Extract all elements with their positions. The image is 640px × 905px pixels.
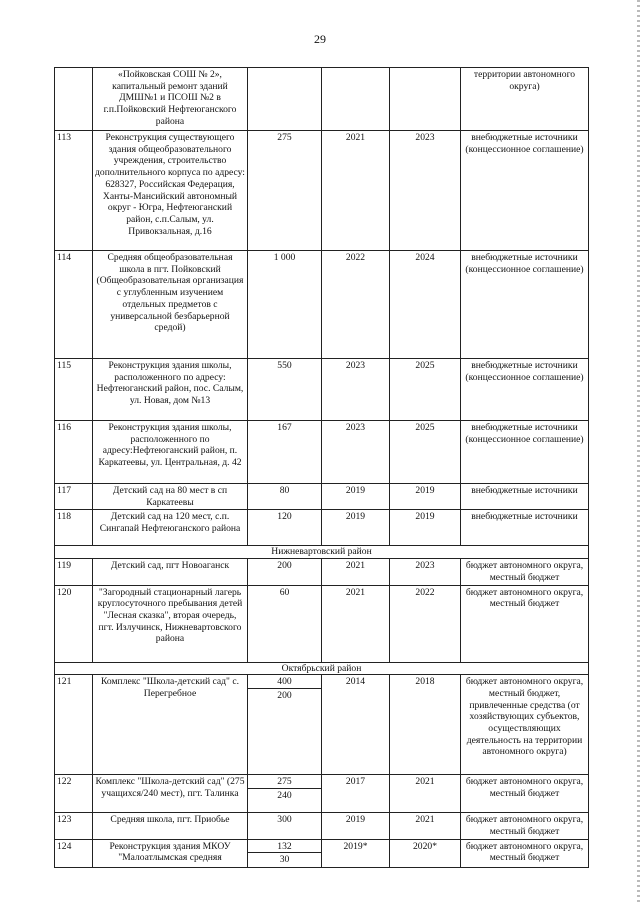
row-number: 119: [55, 559, 93, 585]
end-year: 2020*: [390, 839, 461, 867]
capacity-value: 1 000: [273, 252, 296, 263]
funding-source: бюджет автономного округа, местный бюджет: [461, 775, 589, 813]
facilities-table: [54, 67, 589, 868]
facility-name: «Пойковская СОШ № 2», капитальный ремонт зданий ДМШ№1 и ПСОШ №2 в г.п.Пойковский Нефтеюганского района: [93, 68, 248, 131]
facility-name: Средняя общеобразовательная школа в пгт. Пойковский (Общеобразовательная организация с углубленным изучением отдельных предметов с универсальной безбарьерной средой): [93, 251, 248, 359]
facility-name: "Загородный стационарный лагерь круглосуточного пребывания детей "Лесная сказка", вторая очередь, пгт. Излучинск, Нижневартовского района: [93, 585, 248, 662]
table-row: [55, 510, 589, 546]
end-year: 2023: [390, 559, 461, 585]
region-heading: Нижневартовский район: [55, 546, 589, 559]
region-heading: Октябрьский район: [55, 662, 589, 675]
funding-source: внебюджетные источники (концессионное соглашение): [461, 359, 589, 421]
capacity-cell: [248, 510, 322, 546]
row-number: 117: [55, 484, 93, 510]
capacity-cell: [248, 813, 322, 839]
row-number: 116: [55, 421, 93, 484]
end-year: 2021: [390, 813, 461, 839]
row-number: 121: [55, 675, 93, 775]
facility-name: Реконструкция существующего здания общеобразовательного учреждения, строительство дополнительного корпуса по адресу: 628327, Российская Федерация, Ханты-Мансийский автономный округ - Югра, Нефтеюганский район, с.п.Салым, ул. Привокзальная, д.16: [93, 131, 248, 251]
end-year: 2024: [390, 251, 461, 359]
section-row: [55, 662, 589, 675]
funding-source: бюджет автономного округа, местный бюджет: [461, 839, 589, 867]
facility-name: Реконструкция здания МКОУ "Малоатлымская средняя: [93, 839, 248, 867]
end-year: 2025: [390, 359, 461, 421]
capacity-cell: [248, 775, 322, 813]
funding-source: бюджет автономного округа, местный бюджет: [461, 813, 589, 839]
capacity-value: 167: [277, 422, 292, 433]
table-row: [55, 585, 589, 662]
funding-source: внебюджетные источники (концессионное соглашение): [461, 251, 589, 359]
facility-name: Комплекс "Школа-детский сад" с. Перегребное: [93, 675, 248, 775]
start-year: 2019: [322, 484, 390, 510]
section-row: [55, 546, 589, 559]
funding-source: бюджет автономного округа, местный бюджет, привлеченные средства (от хозяйствующих субъектов, осуществляющих деятельность на территории автономного округа): [461, 675, 589, 775]
capacity-cell: [248, 839, 322, 867]
row-number: 113: [55, 131, 93, 251]
facility-name: Детский сад на 80 мест в сп Каркатеевы: [93, 484, 248, 510]
start-year: 2022: [322, 251, 390, 359]
capacity-value: 132: [277, 840, 292, 852]
row-number: 124: [55, 839, 93, 867]
start-year: 2017: [322, 775, 390, 813]
capacity-value: 120: [277, 511, 292, 523]
table-row: [55, 359, 589, 421]
start-year: [322, 68, 390, 131]
row-number: 115: [55, 359, 93, 421]
capacity-cell: [248, 559, 322, 585]
funding-source: внебюджетные источники: [461, 510, 589, 546]
funding-source: внебюджетные источники (концессионное соглашение): [461, 131, 589, 251]
facility-name: Детский сад на 120 мест, с.п. Сингапай Нефтеюганского района: [93, 510, 248, 546]
capacity-value: 275: [277, 132, 292, 143]
capacity-value: 30: [248, 852, 321, 866]
row-number: 122: [55, 775, 93, 813]
capacity-value: 400: [277, 676, 292, 688]
row-number: 123: [55, 813, 93, 839]
capacity-cell: [248, 484, 322, 510]
start-year: 2019: [322, 510, 390, 546]
start-year: 2019*: [322, 839, 390, 867]
capacity-value: 80: [279, 485, 290, 496]
funding-source: бюджет автономного округа, местный бюджет: [461, 585, 589, 662]
end-year: 2021: [390, 775, 461, 813]
capacity-value: 275: [277, 776, 292, 788]
start-year: 2019: [322, 813, 390, 839]
table-row: [55, 559, 589, 585]
capacity-value: 200: [248, 688, 321, 702]
capacity-cell: [248, 359, 322, 421]
end-year: 2025: [390, 421, 461, 484]
funding-source: внебюджетные источники (концессионное соглашение): [461, 421, 589, 484]
start-year: 2023: [322, 421, 390, 484]
capacity-value: 240: [248, 788, 321, 802]
capacity-cell: [248, 421, 322, 484]
end-year: 2019: [390, 484, 461, 510]
start-year: 2021: [322, 131, 390, 251]
table-row: [55, 484, 589, 510]
end-year: 2023: [390, 131, 461, 251]
table-row: [55, 68, 589, 131]
capacity-cell: [248, 585, 322, 662]
table-row: [55, 675, 589, 775]
row-number: [55, 68, 93, 131]
capacity-cell: [248, 251, 322, 359]
end-year: 2019: [390, 510, 461, 546]
table-row: [55, 421, 589, 484]
end-year: 2022: [390, 585, 461, 662]
capacity-cell: [248, 675, 322, 775]
table-body: [55, 68, 589, 868]
table-row: [55, 813, 589, 839]
capacity-value: 60: [279, 586, 290, 598]
start-year: 2023: [322, 359, 390, 421]
funding-source: территории автономного округа): [461, 68, 589, 131]
capacity-value: 200: [277, 560, 292, 572]
capacity-value: 550: [277, 360, 292, 371]
row-number: 118: [55, 510, 93, 546]
row-number: 120: [55, 585, 93, 662]
capacity-value: 300: [277, 814, 292, 826]
start-year: 2021: [322, 559, 390, 585]
facility-name: Реконструкция здания школы, расположенного по адресу:Нефтеюганский район, п. Каркатеевы, ул. Центральная, д. 42: [93, 421, 248, 484]
table-row: [55, 131, 589, 251]
funding-source: бюджет автономного округа, местный бюджет: [461, 559, 589, 585]
table-row: [55, 251, 589, 359]
capacity-cell: [248, 68, 322, 131]
end-year: 2018: [390, 675, 461, 775]
page-number: 29: [314, 32, 326, 46]
capacity-cell: [248, 131, 322, 251]
funding-source: внебюджетные источники: [461, 484, 589, 510]
start-year: 2014: [322, 675, 390, 775]
table-row: [55, 775, 589, 813]
start-year: 2021: [322, 585, 390, 662]
facility-name: Средняя школа, пгт. Приобье: [93, 813, 248, 839]
row-number: 114: [55, 251, 93, 359]
facility-name: Комплекс "Школа-детский сад" (275 учащихся/240 мест), пгт. Талинка: [93, 775, 248, 813]
facility-name: Детский сад, пгт Новоаганск: [93, 559, 248, 585]
facility-name: Реконструкция здания школы, расположенного по адресу: Нефтеюганский район, пос. Салым, ул. Новая, дом №13: [93, 359, 248, 421]
end-year: [390, 68, 461, 131]
table-row: [55, 839, 589, 867]
